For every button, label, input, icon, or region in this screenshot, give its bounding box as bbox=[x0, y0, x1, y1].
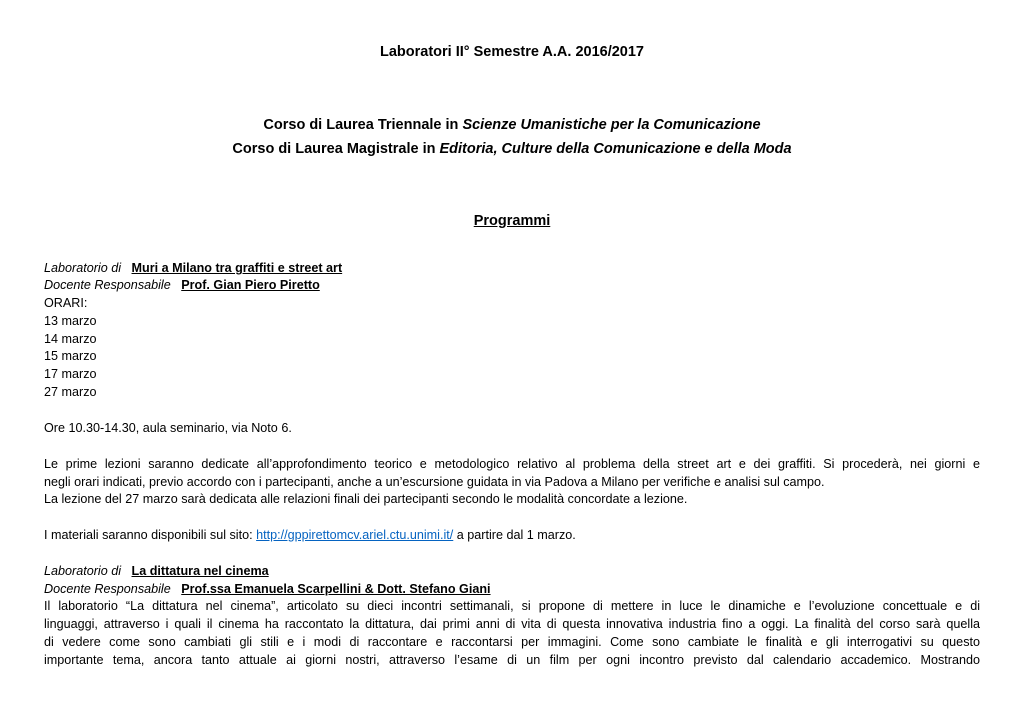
lab1-orari-label: ORARI: bbox=[44, 296, 88, 310]
lab1-date: 15 marzo bbox=[44, 349, 97, 363]
course-magistrale-name: Editoria, Culture della Comunicazione e della Moda bbox=[439, 141, 792, 157]
lab1-title-line bbox=[44, 260, 342, 277]
lab1-date: 17 marzo bbox=[44, 367, 97, 381]
lab1-time-place: Ore 10.30-14.30, aula seminario, via Noto 6. bbox=[44, 421, 292, 435]
lab1-materials-prefix: I materiali saranno disponibili sul sito: bbox=[44, 528, 257, 542]
lab2-teacher-line bbox=[44, 581, 491, 598]
lab2-title-line bbox=[44, 563, 269, 580]
lab2-teacher-name: Prof.ssa Emanuela Scarpellini & Dott. Stefano Giani bbox=[181, 582, 491, 596]
lab2-label: Laboratorio di bbox=[44, 564, 122, 578]
course-triennale-name: Scienze Umanistiche per la Comunicazione bbox=[462, 117, 761, 133]
lab1-label: Laboratorio di bbox=[44, 261, 122, 275]
section-heading: Programmi bbox=[473, 213, 551, 229]
course-magistrale-prefix: Corso di Laurea Magistrale in bbox=[232, 141, 440, 157]
lab1-description-line: La lezione del 27 marzo sarà dedicata alle relazioni finali dei partecipanti secondo le modalità concordate a lezione. bbox=[44, 492, 688, 506]
lab1-date: 14 marzo bbox=[44, 332, 97, 346]
lab1-title: Muri a Milano tra graffiti e street art bbox=[131, 261, 343, 275]
lab2-teacher-label: Docente Responsabile bbox=[44, 582, 171, 596]
lab1-materials-link[interactable]: http://gppirettomcv.ariel.ctu.unimi.it/ bbox=[256, 528, 454, 542]
lab1-teacher-name: Prof. Gian Piero Piretto bbox=[181, 278, 320, 292]
course-magistrale bbox=[0, 141, 1024, 157]
lab1-date: 27 marzo bbox=[44, 385, 97, 399]
document-title: Laboratori II° Semestre A.A. 2016/2017 bbox=[380, 44, 644, 60]
lab2-description-line: Il laboratorio “La dittatura nel cinema”, articolato su dieci incontri settimanali, si propone di mettere in luce le dinamiche e l’evoluzione concettuale e di bbox=[44, 599, 980, 613]
lab1-teacher-label: Docente Responsabile bbox=[44, 278, 171, 292]
course-triennale bbox=[0, 117, 1024, 133]
lab1-description-line: negli orari indicati, previo accordo con i partecipanti, anche a un’escursione guidata in via Padova a Milano per verifiche e analisi sul campo. bbox=[44, 475, 825, 489]
lab2-title: La dittatura nel cinema bbox=[131, 564, 269, 578]
lab2-description-line: linguaggi, attraverso i quali il cinema ha raccontato la dittatura, dai primi anni di vita di questa innovativa industria fino a oggi. La finalità del corso sarà quella bbox=[44, 617, 980, 631]
lab2-description-line: di vedere come sono cambiati gli stili e i modi di raccontare e raccontarsi per immagini. Come sono cambiate le finalità e gli interrogativi su questo bbox=[44, 635, 980, 649]
lab1-date: 13 marzo bbox=[44, 314, 97, 328]
lab1-description-line: Le prime lezioni saranno dedicate all’approfondimento teorico e metodologico relativo al problema della street art e dei graffiti. Si procederà, nei giorni e bbox=[44, 457, 980, 471]
lab1-materials-line bbox=[44, 527, 576, 544]
lab1-teacher-line bbox=[44, 277, 320, 294]
lab1-materials-suffix: a partire dal 1 marzo. bbox=[453, 528, 576, 542]
lab2-description-line: importante tema, ancora tanto attuale ai giorni nostri, attraverso l’esame di un film per ogni incontro previsto dal calendario accademico. Mostrando bbox=[44, 653, 980, 667]
course-triennale-prefix: Corso di Laurea Triennale in bbox=[263, 117, 463, 133]
